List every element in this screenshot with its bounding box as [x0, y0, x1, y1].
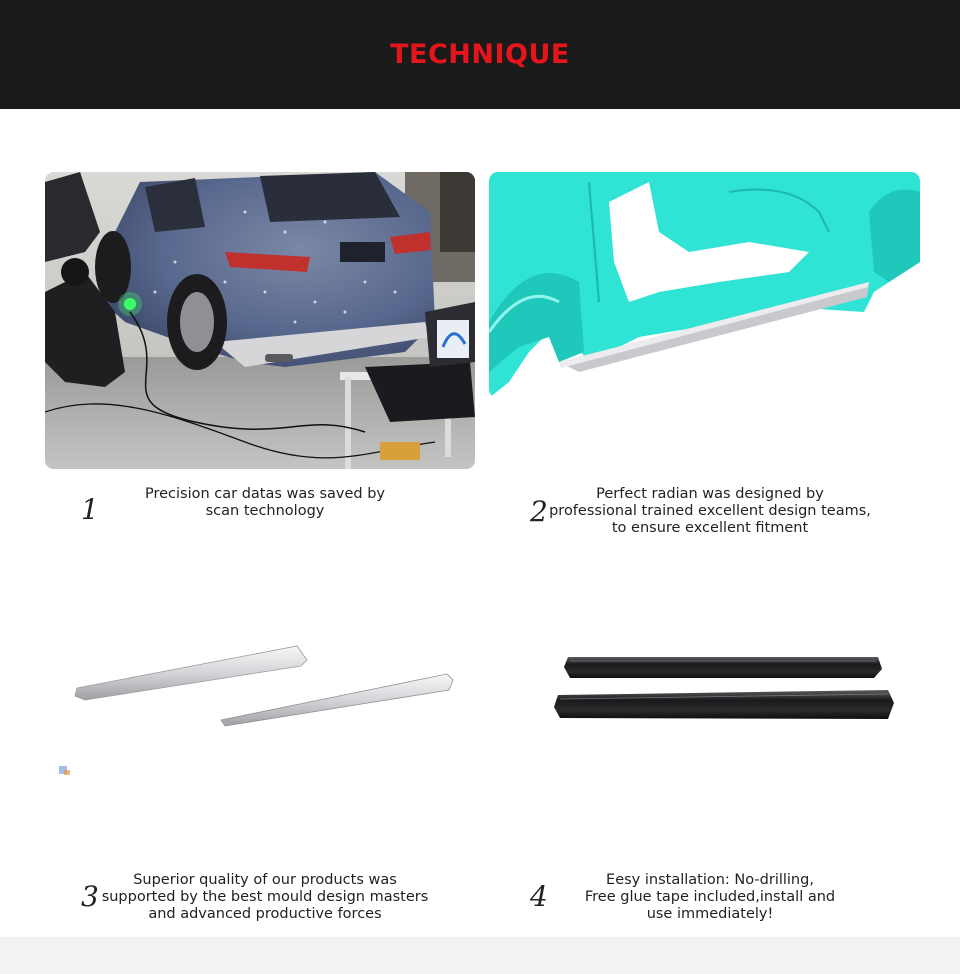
step-4-number: 4 [530, 880, 548, 913]
step-3-line-2: supported by the best mould design masters [101, 889, 429, 905]
step-2-line-1: Perfect radian was designed by [596, 486, 824, 502]
footer-band [0, 937, 960, 974]
page-header [0, 0, 960, 109]
step-4-line-3: use immediately! [646, 906, 774, 922]
step-3-number: 3 [81, 880, 99, 913]
step-4-description [568, 872, 852, 923]
step-3-line-1: Superior quality of our products was [133, 872, 397, 888]
3d-scan-model [489, 172, 920, 398]
step-1-line-1: Precision car datas was saved by [144, 486, 385, 502]
step-1-number: 1 [81, 493, 99, 526]
step-4-line-1: Eesy installation: No-drilling, [606, 872, 814, 888]
step-2-line-3: to ensure excellent fitment [611, 520, 809, 536]
step-1-description [112, 486, 418, 520]
step-2-line-2: professional trained excellent design teams, [549, 503, 871, 519]
step-2-number: 2 [530, 495, 548, 528]
black-side-skirts [548, 645, 904, 727]
step-3-line-3: and advanced productive forces [148, 906, 382, 922]
step-3-description [100, 872, 430, 923]
step-1-line-2: scan technology [205, 503, 325, 519]
step-2-description [548, 486, 872, 537]
car-scan-photo [45, 172, 475, 469]
silver-side-skirts [45, 630, 475, 790]
page-title: TECHNIQUE [390, 39, 570, 70]
step-4-line-2: Free glue tape included,install and [584, 889, 836, 905]
